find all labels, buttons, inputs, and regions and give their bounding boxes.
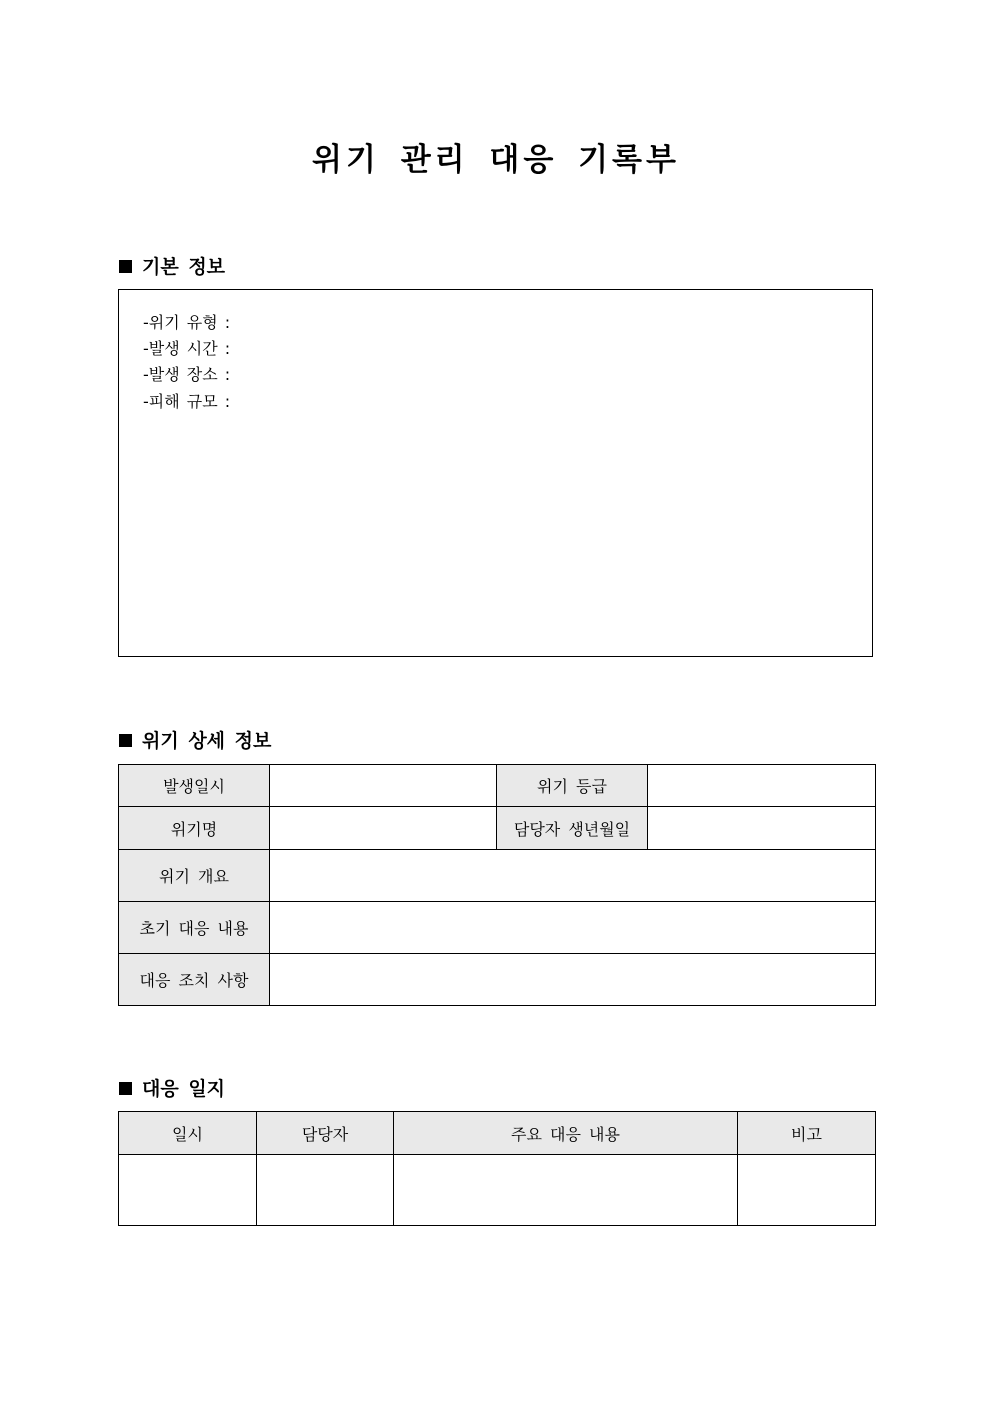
occurred-at-label: 발생일시 xyxy=(119,765,270,807)
response-log-table xyxy=(118,1111,876,1226)
section-heading-label: 대응 일지 xyxy=(142,1078,226,1100)
initial-response-label: 초기 대응 내용 xyxy=(119,902,270,954)
log-header-manager: 담당자 xyxy=(257,1112,394,1155)
section-heading-detail-info xyxy=(119,726,271,753)
initial-response-field[interactable] xyxy=(270,902,876,954)
log-header-remarks: 비고 xyxy=(738,1112,876,1155)
log-header-datetime: 일시 xyxy=(119,1112,257,1155)
section-heading-response-log xyxy=(119,1074,225,1101)
black-square-icon xyxy=(119,734,132,747)
manager-dob-label: 담당자 생년월일 xyxy=(497,807,648,850)
basic-info-line-location: -발생 장소 : xyxy=(143,365,231,384)
basic-info-line-occurred-time: -발생 시간 : xyxy=(143,339,231,358)
black-square-icon xyxy=(119,260,132,273)
response-actions-field[interactable] xyxy=(270,954,876,1006)
log-cell-datetime[interactable] xyxy=(119,1155,257,1226)
log-cell-remarks[interactable] xyxy=(738,1155,876,1226)
crisis-grade-field[interactable] xyxy=(648,765,876,807)
crisis-name-label: 위기명 xyxy=(119,807,270,850)
section-heading-label: 위기 상세 정보 xyxy=(142,730,272,752)
basic-info-box[interactable] xyxy=(118,289,873,657)
log-cell-main-response[interactable] xyxy=(394,1155,738,1226)
crisis-overview-label: 위기 개요 xyxy=(119,850,270,902)
document-title: 위기 관리 대응 기록부 xyxy=(312,142,680,178)
crisis-grade-label: 위기 등급 xyxy=(497,765,648,807)
log-cell-manager[interactable] xyxy=(257,1155,394,1226)
table-row xyxy=(119,1155,876,1226)
occurred-at-field[interactable] xyxy=(270,765,497,807)
basic-info-line-damage-scale: -피해 규모 : xyxy=(143,392,231,411)
response-actions-label: 대응 조치 사항 xyxy=(119,954,270,1006)
section-heading-basic-info xyxy=(119,252,225,279)
crisis-overview-field[interactable] xyxy=(270,850,876,902)
manager-dob-field[interactable] xyxy=(648,807,876,850)
log-header-main-response: 주요 대응 내용 xyxy=(394,1112,738,1155)
basic-info-line-crisis-type: -위기 유형 : xyxy=(143,313,231,332)
black-square-icon xyxy=(119,1082,132,1095)
section-heading-label: 기본 정보 xyxy=(142,256,226,278)
crisis-name-field[interactable] xyxy=(270,807,497,850)
detail-info-table xyxy=(118,764,876,1006)
